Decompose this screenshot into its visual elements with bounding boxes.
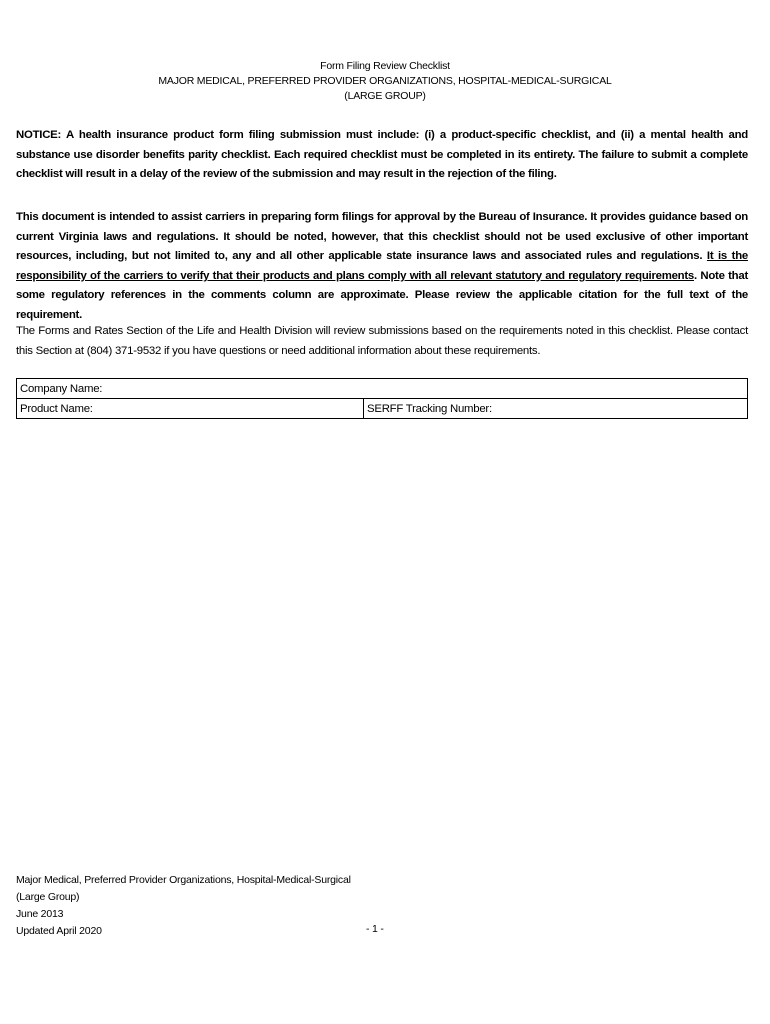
footer-group: (Large Group) (16, 891, 80, 903)
document-footer (16, 872, 351, 940)
intro-text-end: . Note that some regulatory references in the comments column are approximate. Please review the applicable citation for the full text of the requirement. (16, 269, 748, 321)
product-row (17, 399, 748, 419)
company-name-label: Company Name: (20, 382, 103, 395)
intro-responsibility-text: It is the responsibility of the carriers to verify that their products and plans comply with all relevant statutory and regulatory requirements (16, 250, 748, 282)
header-title: Form Filing Review Checklist (320, 60, 450, 72)
notice-paragraph: NOTICE: A health insurance product form filing submission must include: (i) a product-specific checklist, and (ii) a mental health and substance use disorder benefits parity checklist. Each required checklist must be completed in its entirety. The failure to submit a complete checklist will result in a delay of the review of the submission and may result in the rejection of the filing. (16, 129, 748, 181)
page-number: - 1 - (366, 923, 384, 935)
footer-updated: Updated April 2020 (16, 925, 102, 937)
footer-title: Major Medical, Preferred Provider Organizations, Hospital-Medical-Surgical (16, 874, 351, 886)
intro-paragraph (16, 208, 748, 326)
serff-tracking-label: SERFF Tracking Number: (367, 402, 492, 415)
header-group: (LARGE GROUP) (344, 90, 426, 102)
product-name-field[interactable] (17, 399, 364, 419)
header-subtitle: MAJOR MEDICAL, PREFERRED PROVIDER ORGANIZATIONS, HOSPITAL-MEDICAL-SURGICAL (158, 75, 612, 87)
intro-text-start: This document is intended to assist carriers in preparing form filings for approval by the Bureau of Insurance. It provides guidance based on current Virginia laws and regulations. It should be noted, however, that this checklist should not be used exclusive of other important resources, including, but not limited to, any and all other applicable state insurance laws and associated rules and regulations. (16, 211, 748, 263)
document-header (0, 59, 770, 104)
product-name-label: Product Name: (20, 402, 93, 415)
footer-date: June 2013 (16, 908, 64, 920)
contact-paragraph: The Forms and Rates Section of the Life and Health Division will review submissions based on the requirements noted in this checklist. Please contact this Section at (804) 371-9532 if you have questions or need additional information about these requirements. (16, 325, 748, 357)
company-row (17, 379, 748, 399)
serff-tracking-field[interactable] (364, 399, 748, 419)
company-name-field[interactable] (17, 379, 748, 399)
company-info-table (16, 378, 748, 419)
